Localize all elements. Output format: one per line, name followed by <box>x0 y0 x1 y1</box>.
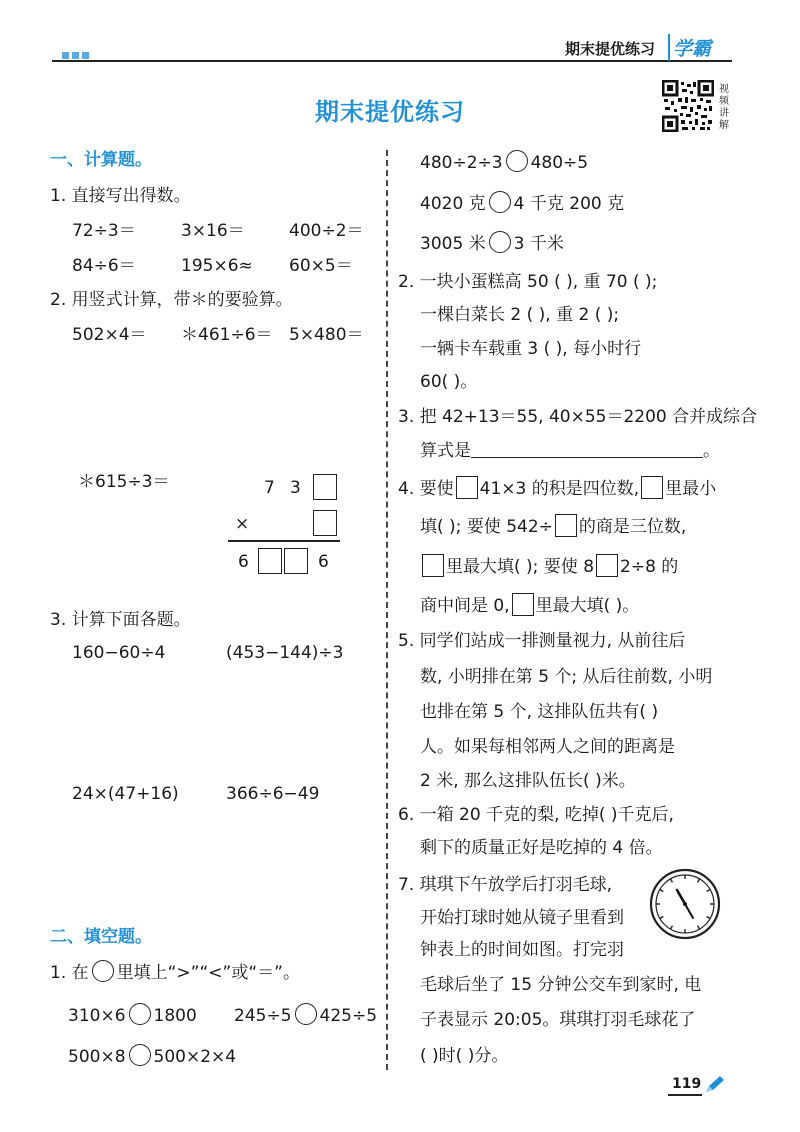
q5-line: 也排在第 5 个, 这排队伍共有( ) <box>420 702 659 722</box>
q4-line: 商中间是 0, 里最大填( )。 <box>420 593 639 618</box>
q3-item: 24×(47+16) <box>72 784 179 804</box>
q5-line: 2 米, 那么这排队伍长( )米。 <box>420 771 636 791</box>
q5-line: 5. 同学们站成一排测量视力, 从前往后 <box>398 631 686 651</box>
compare-circle[interactable] <box>489 191 511 213</box>
q3-line: 3. 把 42+13＝55, 40×55＝2200 合并成综合 <box>398 407 758 427</box>
compare-item: 4020 克 4 千克 200 克 <box>420 191 624 216</box>
compare-item: 500×8 500×2×4 <box>68 1044 236 1069</box>
compare-circle[interactable] <box>295 1003 317 1025</box>
brand-logo: 学霸 <box>668 34 711 61</box>
q4-line: 里最大填( ); 要使 8 2÷8 的 <box>420 554 678 579</box>
q3-item: 160−60÷4 <box>72 643 166 663</box>
q2-line: 一辆卡车载重 3 ( ), 每小时行 <box>420 339 642 359</box>
qr-caption: 视 频 讲 解 <box>719 84 729 131</box>
vertical-digit: 6 <box>318 552 329 572</box>
q4-line: 填( ); 要使 542÷ 的商是三位数, <box>420 514 686 539</box>
pencil-icon <box>704 1074 726 1098</box>
header-section-title: 期末提优练习 <box>565 40 656 58</box>
q2-item: ＊461÷6＝ <box>181 325 273 345</box>
q6-line: 6. 一箱 20 千克的梨, 吃掉( )千克后, <box>398 805 674 825</box>
vertical-digit: 3 <box>290 478 301 498</box>
digit-box[interactable] <box>456 476 478 499</box>
compare-circle[interactable] <box>129 1044 151 1066</box>
answer-blank[interactable] <box>471 439 703 458</box>
compare-item: 245÷5 425÷5 <box>234 1003 377 1028</box>
q7-line: 毛球后坐了 15 分钟公交车到家时, 电 <box>420 975 702 995</box>
digit-box[interactable] <box>641 476 663 499</box>
q4-line: 4. 要使 41×3 的积是四位数, 里最小 <box>398 476 716 501</box>
q1-item: 195×6≈ <box>181 256 253 276</box>
q2-title: 2. 用竖式计算，带＊的要验算。 <box>50 290 293 310</box>
q2-line: 60( )。 <box>420 372 478 392</box>
q7-line: 子表显示 20:05。琪琪打羽毛球花了 <box>420 1010 696 1030</box>
vertical-line <box>228 540 340 542</box>
vertical-blank-box[interactable] <box>313 510 337 536</box>
q3-item: (453−144)÷3 <box>226 643 344 663</box>
vertical-operator: × <box>235 514 250 534</box>
fill-q1-title: 1. 在 里填上“>”“<”或“＝”。 <box>50 960 300 985</box>
compare-item: 480÷2÷3 480÷5 <box>420 150 588 175</box>
vertical-blank-box[interactable] <box>284 548 308 574</box>
page-number: 119 <box>672 1076 702 1092</box>
q2-line: 一棵白菜长 2 ( ), 重 2 ( ); <box>420 305 620 325</box>
q1-title: 1. 直接写出得数。 <box>50 186 191 206</box>
q7-line: ( )时( )分。 <box>420 1046 509 1066</box>
compare-circle[interactable] <box>92 960 114 982</box>
clock-figure <box>649 868 721 940</box>
digit-box[interactable] <box>596 554 618 577</box>
digit-box[interactable] <box>422 554 444 577</box>
q5-line: 数, 小明排在第 5 个; 从后往前数, 小明 <box>420 667 713 687</box>
q3-line: 算式是 。 <box>420 441 720 461</box>
compare-circle[interactable] <box>129 1003 151 1025</box>
page-number-underline <box>668 1094 702 1096</box>
q1-item: 3×16＝ <box>181 221 245 241</box>
column-divider <box>386 150 388 1070</box>
q2-item: 502×4＝ <box>72 325 147 345</box>
q2-line: 2. 一块小蛋糕高 50 ( ), 重 70 ( ); <box>398 272 658 292</box>
section-fill-title: 二、填空题。 <box>50 927 152 947</box>
q6-line: 剩下的质量正好是吃掉的 4 倍。 <box>420 838 663 858</box>
q7-line: 钟表上的时间如图。打完羽 <box>420 940 624 960</box>
compare-item: 3005 米 3 千米 <box>420 231 564 256</box>
q3-item: 366÷6−49 <box>226 784 320 804</box>
page-title: 期末提优练习 <box>315 98 465 126</box>
section-calc-title: 一、计算题。 <box>50 150 152 170</box>
header-rule <box>52 60 732 62</box>
compare-item: 310×6 1800 <box>68 1003 197 1028</box>
q7-line: 开始打球时她从镜子里看到 <box>420 908 624 928</box>
compare-circle[interactable] <box>489 231 511 253</box>
qr-code[interactable] <box>662 80 714 132</box>
q2-item: ＊615÷3＝ <box>78 472 170 492</box>
digit-box[interactable] <box>555 514 577 537</box>
compare-circle[interactable] <box>506 150 528 172</box>
vertical-digit: 7 <box>264 478 275 498</box>
q1-item: 72÷3＝ <box>72 221 136 241</box>
vertical-blank-box[interactable] <box>313 474 337 500</box>
q1-item: 400÷2＝ <box>289 221 364 241</box>
q3-title: 3. 计算下面各题。 <box>50 610 191 630</box>
q2-item: 5×480＝ <box>289 325 364 345</box>
vertical-digit: 6 <box>238 552 249 572</box>
vertical-blank-box[interactable] <box>258 548 282 574</box>
q7-line: 7. 琪琪下午放学后打羽毛球, <box>398 875 613 895</box>
q1-item: 84÷6＝ <box>72 256 136 276</box>
q1-item: 60×5＝ <box>289 256 353 276</box>
q5-line: 人。如果每相邻两人之间的距离是 <box>420 737 675 757</box>
digit-box[interactable] <box>512 593 534 616</box>
